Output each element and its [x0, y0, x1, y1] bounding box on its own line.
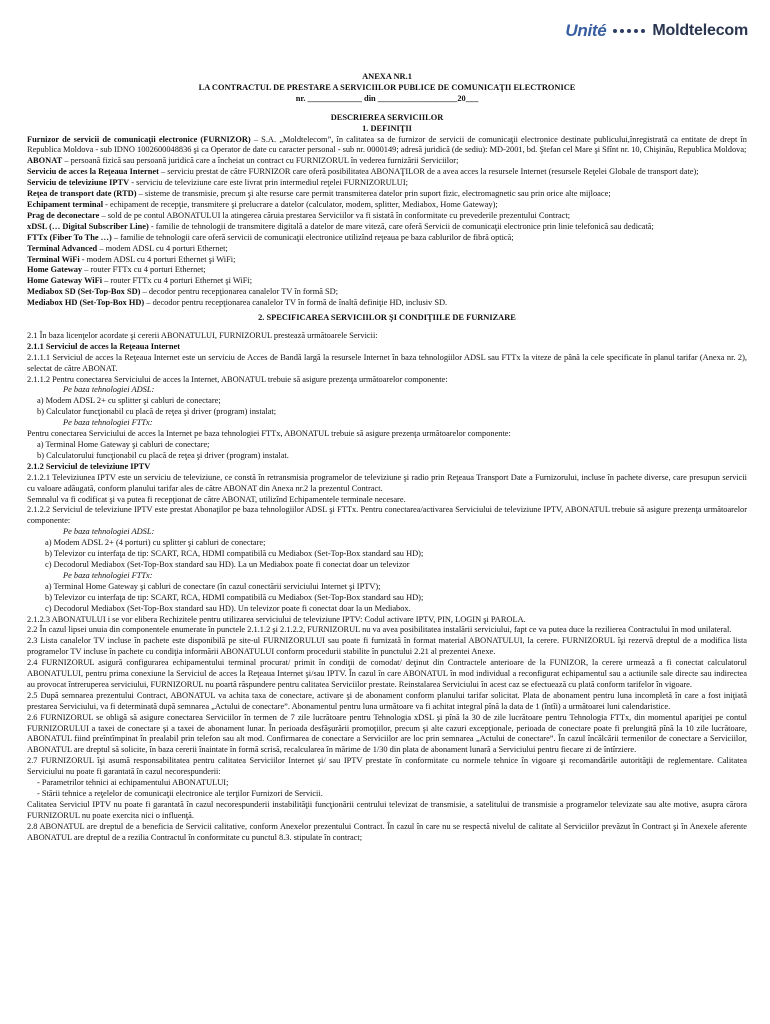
moldtelecom-logo	[565, 21, 748, 40]
list-item: - Parametrilor tehnici ai echipamentului ABONATULUI;	[37, 778, 229, 788]
definition-term: Furnizor de servicii de comunicaţii electronice (FURNIZOR)	[27, 134, 251, 144]
list-item: c) Decodorul Mediabox (Set-Top-Box standard sau HD). La un Mediabox poate fi conectat doar un televizor	[45, 559, 410, 569]
definition-item	[27, 265, 747, 276]
definition-item	[27, 298, 747, 309]
definition-text: – persoană fizică sau persoană juridică care a încheiat un contract cu FURNIZORUL în vederea furnizării Serviciilor;	[62, 156, 459, 166]
definition-item	[27, 135, 747, 157]
logo-moldtelecom-text: Moldtelecom	[652, 22, 748, 39]
definition-text: – decodor pentru recepţionarea canalelor TV în formă de înaltă definiţie HD, inclusiv SD.	[144, 298, 448, 308]
definitions-list	[27, 135, 747, 310]
definition-text: – modem ADSL cu 4 porturi Ethernet;	[97, 243, 228, 253]
definition-term: Reţea de transport date (RTD)	[27, 189, 137, 199]
definition-term: Mediabox HD (Set-Top-Box HD)	[27, 298, 145, 308]
definition-text: - familie de tehnologii de transmitere digitală a datelor de mare viteză, care oferă Servicii de comunicaţii electronice prin linie telefonică sau dedicată;	[148, 221, 654, 231]
list-item: b) Televizor cu interfaţa de tip: SCART, RCA, HDMI compatibilă cu Mediabox (Set-Top-Box standard sau HD);	[45, 549, 424, 559]
clause-2-2: 2.2 În cazul lipsei unuia din componentele enumerate în punctele 2.1.1.2 şi 2.1.2.2, FURNIZORUL nu va avea posibilitatea instalării serviciului, fapt ce va putea duce la rezilierea Contractului în mod unilateral.	[27, 625, 732, 635]
fttx-subheading: Pe baza tehnologiei FTTx:	[63, 418, 153, 428]
definition-item	[27, 287, 747, 298]
list-item: - Stării tehnice a reţelelor de comunicaţii electronice ale terţilor Furnizori de Servicii.	[37, 789, 323, 798]
definition-term: Serviciu de acces la Reţeaua Internet	[27, 167, 159, 177]
list-item: a) Modem ADSL 2+ (4 porturi) cu splitter şi cabluri de conectare;	[45, 538, 266, 548]
fttx-paragraph: Pentru conectarea Serviciului de acces la Internet pe baza tehnologiei FTTx, ABONATUL trebuie să asigure prezenţa următoarelor componente:	[27, 429, 511, 439]
list-item: a) Modem ADSL 2+ cu splitter şi cabluri de conectare;	[37, 396, 221, 406]
definition-text: – serviciu prestat de către FURNIZOR care oferă posibilitatea ABONAŢILOR de a avea acces la resursele Internet (resursele Reţelei Globale de transport date);	[158, 167, 699, 177]
clause-2-1-1-2: 2.1.1.2 Pentru conectarea Serviciului de acces la Internet, ABONATUL trebuie să asigure prezenţa următoarelor componente:	[27, 374, 448, 384]
definition-item	[27, 233, 747, 244]
definition-term: Home Gateway	[27, 265, 83, 275]
definition-text: – decodor pentru recepţionarea canalelor TV în formă SD;	[140, 287, 339, 297]
clause-2-7: 2.7 FURNIZORUL îşi asumă responsabilitatea pentru calitatea Serviciilor Internet şi/ sau IPTV prestate în conformitate cu normele tehnice în vigoare şi recomandările autorităţii de reglementare. Calitatea Serviciului nu poate fi garantată în cazul necorespunderii:	[27, 756, 747, 777]
definition-text: - serviciu de televiziune care este livrat prin intermediul reţelei FURNIZORULUI;	[129, 178, 408, 188]
definition-text: - modem ADSL cu 4 porturi Ethernet şi WiFi;	[79, 254, 236, 264]
clause-2-1-2-1: 2.1.2.1 Televiziunea IPTV este un serviciu de televiziune, ce constă în retransmisia programelor de televiziune şi radio prin Reţeaua Transport Date a Furnizorului, incluse în pachete diverse, care presupun servicii cu valoare adăugată, conform planului tarifar ales de către ABONAT din Anexa nr.2 la prezentul Contract.	[27, 472, 747, 493]
definition-item	[27, 178, 747, 189]
iptv-quality-paragraph: Calitatea Serviciul IPTV nu poate fi garantată în cazul necorespunderii instabilităţii funcţionării centrului televizat de transmisie, a satelitului de transmisie a programelor televizate sau alte motive, asupra cărora FURNIZORUL nu poate exercita nici o influenţă.	[27, 799, 747, 820]
list-item: c) Decodorul Mediabox (Set-Top-Box standard sau HD). Un televizor poate fi conectat doar la un Mediabox.	[45, 603, 411, 613]
logo-dots-icon	[613, 29, 645, 33]
definition-text: – sold de pe contul ABONATULUI la atingerea căruia prestarea Serviciilor va fi sistată în conformitate cu prevederile prezentului Contract;	[99, 210, 571, 220]
definition-term: Serviciu de televiziune IPTV	[27, 178, 130, 188]
definition-item	[27, 200, 747, 211]
document-page	[27, 72, 747, 844]
clause-2-1-1: 2.1.1 Serviciul de acces la Reţeaua Internet	[27, 341, 181, 351]
definition-term: Terminal WiFi	[27, 254, 80, 264]
definition-text: – familie de tehnologii care oferă servicii de comunicaţii electronice utilizînd reţeaua pe baza cablurilor de fibră optică;	[111, 232, 514, 242]
signal-paragraph: Semnalul va fi codificat şi va putea fi recepţionat de către ABONAT, utilizînd Echipamentele terminale necesare.	[27, 494, 406, 504]
definition-text: – S.A. „Moldtelecom”, în calitatea sa de furnizor de servicii de comunicaţii electronice destinate publicului,înregistrată ca entitate de drept în Republica Moldova - sub IDNO 1002600048836 şi ca Operator de date cu caracter personal - sub nr. 0000149; adresă juridică (de sediu): MD-2001, bd. Ştefan cel Mare şi Sfînt nr. 10, Chişinău, Republica Moldova;	[27, 134, 747, 155]
definitions-heading: 1. DEFINIŢII	[362, 123, 412, 133]
list-item: b) Televizor cu interfaţa de tip: SCART, RCA, HDMI compatibilă cu Mediabox (Set-Top-Box standard sau HD);	[45, 592, 424, 602]
definition-item	[27, 255, 747, 266]
definition-item	[27, 189, 747, 200]
services-description-heading: DESCRIEREA SERVICIILOR	[330, 112, 444, 122]
list-item: b) Calculator funcţionabil cu placă de reţea şi driver (program) instalat;	[37, 407, 277, 417]
clause-2-1-2: 2.1.2 Serviciul de televiziune IPTV	[27, 461, 151, 471]
adsl-subheading: Pe baza tehnologiei ADSL:	[63, 527, 155, 537]
definition-term: Echipament terminal	[27, 199, 104, 209]
definition-term: Terminal Advanced	[27, 243, 98, 253]
clause-2-1-1-1: 2.1.1.1 Serviciul de acces la Reţeaua Internet este un serviciu de Acces de Bandă largă la resursele Internet în baza tehnologiilor ADSL sau FTTx la viteze de până la cele specificate în planul tarifar (Anexa nr. 2), selectat de către ABONAT.	[27, 352, 747, 373]
definition-term: FTTx (Fiber To The …)	[27, 232, 112, 242]
clause-2-8: 2.8 ABONATUL are dreptul de a beneficia de Servicii calitative, conform Anexelor prezentului Contract. În cazul în care nu se respectă nivelul de calitate al Serviciilor prevăzut în Contract şi în Anexele aferente ABONATUL are dreptul de a rezilia Contractul în conformitate cu punctul 8.3. stipulate în contract;	[27, 821, 747, 842]
definition-item	[27, 156, 747, 167]
clause-2-1: 2.1 În baza licenţelor acordate şi cererii ABONATULUI, FURNIZORUL prestează următoarele Servicii:	[27, 330, 378, 340]
contract-number-line: nr. _____________ din ___________________20___	[295, 93, 479, 103]
definition-item	[27, 167, 747, 178]
list-item: a) Terminal Home Gateway şi cabluri de conectare (în cazul conectării serviciului Internet şi IPTV);	[45, 581, 381, 591]
definition-term: Prag de deconectare	[27, 210, 100, 220]
annex-number: ANEXA NR.1	[362, 72, 412, 81]
definition-term: Home Gateway WiFi	[27, 276, 103, 286]
list-item: a) Terminal Home Gateway şi cabluri de conectare;	[37, 440, 210, 449]
definition-text: – router FTTx cu 4 porturi Ethernet şi WiFi;	[102, 276, 253, 286]
definition-item	[27, 244, 747, 255]
clause-2-5: 2.5 După semnarea prezentului Contract, ABONATUL va achita taxa de conectare, activare şi de abonament conform planului tarifar solicitat. Plata de abonament pentru luna incompletă în care a fost iniţiată prestarea Serviciului, va fi determinată după semnarea „Actului de conectare”. Abonamentul pentru luna următoare va fi achitat integral pînă la data de 1 (întîi) a următoarei luni calendaristice.	[27, 690, 747, 711]
definition-text: – sisteme de transmisie, precum şi alte resurse care permit transmiterea datelor prin suport fizic, electromagnetic sau prin orice alte mijloace;	[136, 189, 611, 199]
fttx-subheading: Pe baza tehnologiei FTTx:	[63, 570, 153, 580]
clause-2-4: 2.4 FURNIZORUL asigură configurarea echipamentului terminal procurat/ primit în condiţii de comodat/ deţinut din Contractele anterioare de la FUNIZOR, la cerere urmează a fi conectat calculatorul ABONATULUI, pentru prima conexiune la Serviciul de acces la Reţeaua Internet şi/sau IPTV. În cazul în care ABONATUL în mod individual a reconfigurat echipamentul sau a actiunile sale directe sau indirectea au provocat întreruperea serviciului, FURNIZORUL nu poartă răspundere pentru calitatea Serviciilor prestate. Reinstalarea Serviciului în acest caz se efectuează cu plată conform tarifelor în vigoare.	[27, 658, 747, 689]
adsl-subheading: Pe baza tehnologiei ADSL:	[63, 385, 155, 395]
section-2-heading: 2. SPECIFICAREA SERVICIILOR ŞI CONDIŢIILE DE FURNIZARE	[258, 313, 516, 323]
list-item: b) Calculatorului funcţionabil cu placă de reţea şi driver (program) instalat.	[37, 450, 289, 460]
definition-text: - echipament de recepţie, transmitere şi prelucrare a datelor (calculator, modem, splitter, Mediabox, Home Gateway);	[103, 199, 498, 209]
definition-item	[27, 276, 747, 287]
definition-item	[27, 222, 747, 233]
definition-item	[27, 211, 747, 222]
clause-2-6: 2.6 FURNIZORUL se obligă să asigure conectarea Serviciilor în termen de 7 zile lucrătoare pentru Tehnologia xDSL şi pînă la 30 de zile lucrătoare pentru Tehnologia FTTx, din momentul apariţiei pe contul FURNIZORULUI a taxei de conectare şi a taxei de abonament lunar. În perioada desfăşurării promoţiilor, precum şi alte cazuri excepţionale, perioada de conectare poate fi prelungită pînă la 10 zile lucrătoare, ABONATUL fiind preîntîmpinat în prealabil prin telefon sau alt mod. Confirmarea de conectare a Serviciilor are loc prin semnarea „Actului de conectare”. În cazul încălcării termenilor de conectare a Serviciilor, ABONATUL are dreptul să solicite, în baza cererii înaintate în formă scrisă, recalcularea în mărime de 1/30 din plata de abonament lunară a Serviciului pentru fiecare zi de întîrziere.	[27, 712, 747, 755]
definition-term: ABONAT	[27, 156, 63, 166]
document-title: LA CONTRACTUL DE PRESTARE A SERVICIILOR PUBLICE DE COMUNICAŢII ELECTRONICE	[198, 82, 576, 92]
definition-text: – router FTTx cu 4 porturi Ethernet;	[82, 265, 206, 275]
clause-2-3: 2.3 Lista canalelor TV incluse în pachete este disponibilă pe site-ul FURNIZORULUI sau poate fi furnizată în format material ABONATULUI, la cerere. FURNIZORUL îşi rezervă dreptul de a modifica lista programelor TV incluse în pachete cu condiţia informării ABONATULUI conform procedurii stabilite în punctului 2.21 al prezentei Anexe.	[27, 636, 747, 657]
definition-term: Mediabox SD (Set-Top-Box SD)	[27, 287, 141, 297]
clause-2-1-2-3: 2.1.2.3 ABONATULUI i se vor elibera Rechizitele pentru utilizarea serviciului de televiziune IPTV: Codul activare IPTV, PIN, LOGIN şi PAROLA.	[27, 614, 526, 624]
logo-unite-text: Unité	[565, 21, 607, 40]
clause-2-1-2-2: 2.1.2.2 Serviciul de televiziune IPTV este prestat Abonaţilor pe baza tehnologiilor ADSL şi FTTx. Pentru conectarea/activarea Serviciului de televiziune IPTV, ABONATUL trebuie să asigure prezenţa următoarelor componente:	[27, 505, 747, 526]
definition-term: xDSL (… Digital Subscriber Line)	[27, 221, 149, 231]
